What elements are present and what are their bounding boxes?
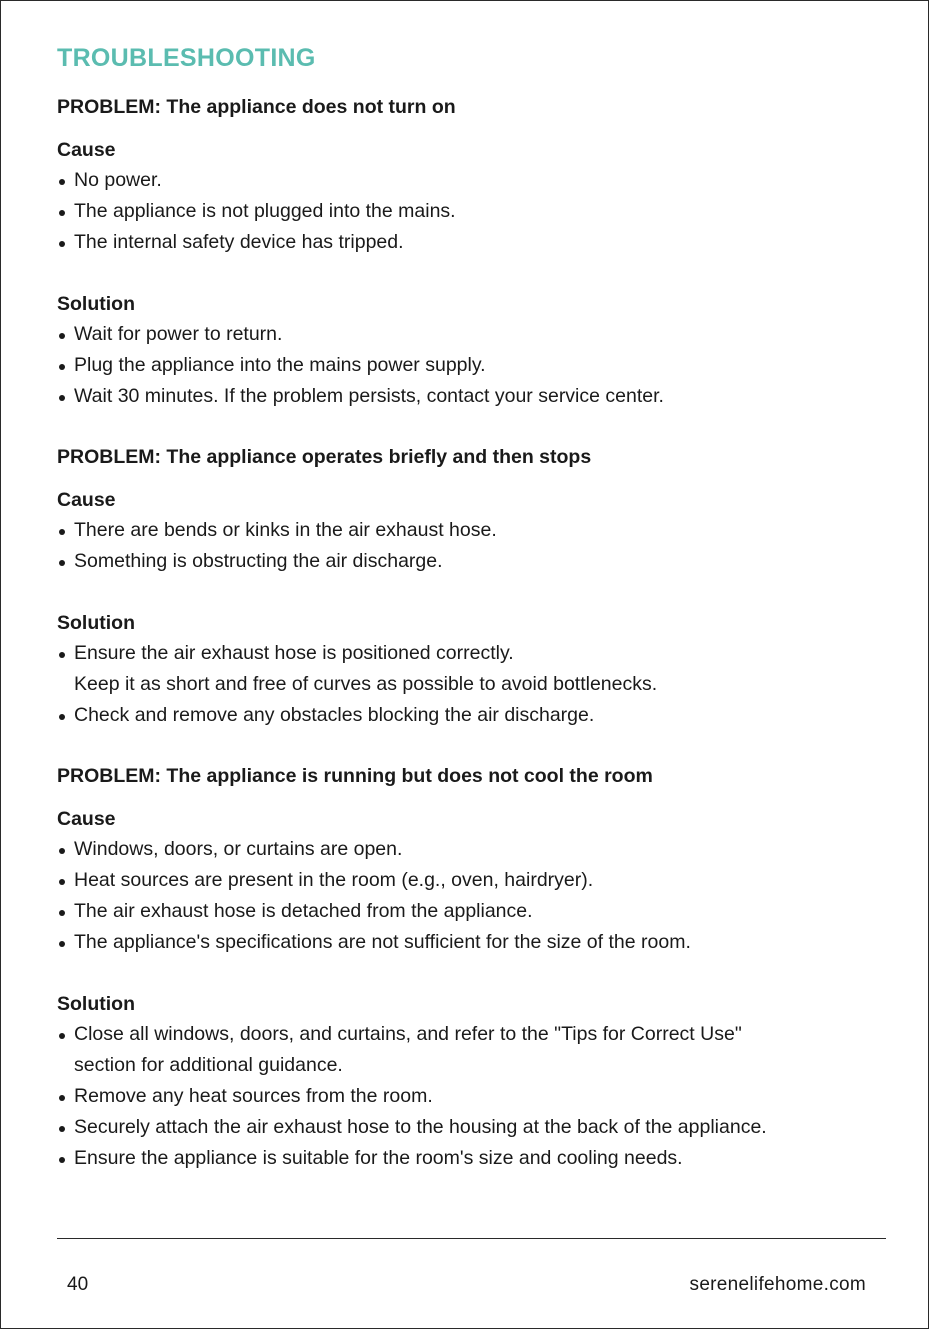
page-title: TROUBLESHOOTING [57, 44, 316, 72]
cause-list [57, 834, 887, 958]
solution-item: Securely attach the air exhaust hose to the housing at the back of the appliance. [57, 1112, 887, 1143]
cause-heading: Cause [57, 808, 116, 830]
cause-heading: Cause [57, 489, 116, 511]
cause-item: The air exhaust hose is detached from the appliance. [57, 896, 887, 927]
solution-list [57, 319, 887, 412]
problem-section [57, 443, 887, 731]
page-number: 40 [67, 1274, 89, 1295]
solution-heading: Solution [57, 993, 135, 1015]
problem-heading: PROBLEM: The appliance is running but does not cool the room [57, 765, 653, 787]
cause-item: The internal safety device has tripped. [57, 227, 887, 258]
problem-section [57, 93, 887, 412]
problem-heading: PROBLEM: The appliance does not turn on [57, 96, 456, 118]
solution-item: Plug the appliance into the mains power supply. [57, 350, 887, 381]
cause-item: Something is obstructing the air discharge. [57, 546, 887, 577]
solution-item: Remove any heat sources from the room. [57, 1081, 887, 1112]
problem-section [57, 762, 887, 1174]
cause-item: Heat sources are present in the room (e.g., oven, hairdryer). [57, 865, 887, 896]
problem-heading: PROBLEM: The appliance operates briefly and then stops [57, 446, 592, 468]
website-url: serenelifehome.com [689, 1274, 866, 1295]
solution-item: Ensure the air exhaust hose is positioned correctly. [57, 638, 887, 669]
cause-heading: Cause [57, 139, 116, 161]
solution-heading: Solution [57, 612, 135, 634]
solution-item: Wait 30 minutes. If the problem persists, contact your service center. [57, 381, 887, 412]
page-content [57, 41, 887, 1174]
cause-list [57, 515, 887, 577]
cause-list [57, 165, 887, 258]
cause-item: No power. [57, 165, 887, 196]
solution-item-continuation: Keep it as short and free of curves as possible to avoid bottlenecks. [74, 673, 658, 695]
cause-item: The appliance's specifications are not sufficient for the size of the room. [57, 927, 887, 958]
solution-item-continuation: section for additional guidance. [74, 1054, 343, 1076]
solution-item: Wait for power to return. [57, 319, 887, 350]
solution-item: Ensure the appliance is suitable for the room's size and cooling needs. [57, 1143, 887, 1174]
footer-divider [57, 1238, 886, 1239]
cause-item: Windows, doors, or curtains are open. [57, 834, 887, 865]
solution-item: Close all windows, doors, and curtains, and refer to the "Tips for Correct Use" [57, 1019, 887, 1050]
cause-item: The appliance is not plugged into the mains. [57, 196, 887, 227]
cause-item: There are bends or kinks in the air exhaust hose. [57, 515, 887, 546]
solution-item: Check and remove any obstacles blocking the air discharge. [57, 700, 887, 731]
solution-list [57, 638, 887, 731]
solution-heading: Solution [57, 293, 135, 315]
solution-list [57, 1019, 887, 1174]
